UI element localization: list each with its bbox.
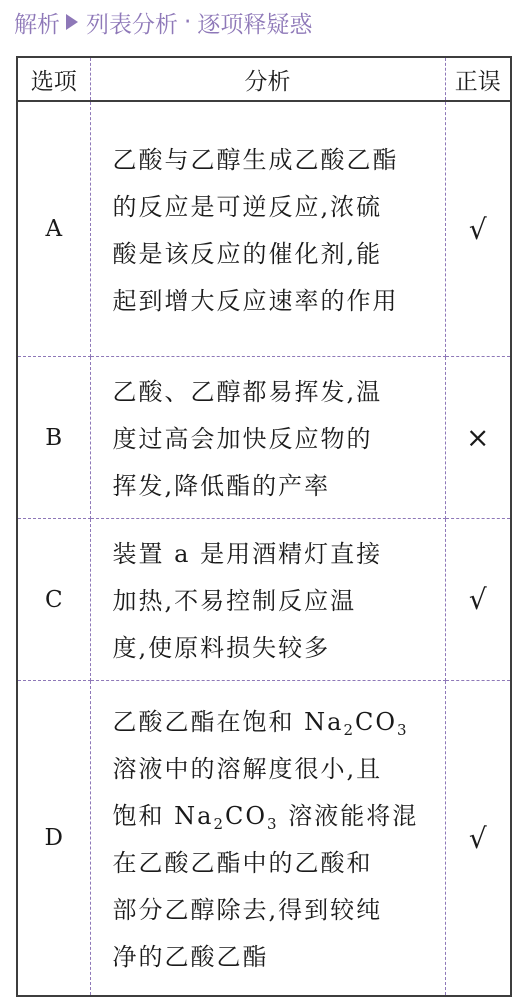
analysis-line: 在乙酸乙酯中的乙酸和 <box>112 849 373 877</box>
analysis-line: 乙酸与乙醇生成乙酸乙酯 <box>112 146 399 174</box>
header-title-part1: 列表分析 <box>86 11 178 38</box>
verdict-cell: √ <box>445 519 511 681</box>
analysis-cell <box>90 681 445 997</box>
analysis-line: 装置 a 是用酒精灯直接 <box>112 540 383 568</box>
header-title-part2: 逐项释疑惑 <box>197 11 313 38</box>
analysis-text: 溶液能将混 <box>278 802 419 830</box>
analysis-line: 部分乙醇除去,得到较纯 <box>112 896 383 924</box>
analysis-line: 度过高会加快反应物的 <box>112 425 373 453</box>
table-header-row <box>17 57 511 101</box>
analysis-cell <box>90 357 445 519</box>
table-row <box>17 101 511 357</box>
subscript: 3 <box>397 721 409 739</box>
analysis-line: 加热,不易控制反应温 <box>112 587 357 615</box>
table-row <box>17 357 511 519</box>
analysis-text: CO <box>224 802 268 830</box>
verdict-cell: × <box>445 357 511 519</box>
triangle-arrow-icon <box>66 14 78 30</box>
analysis-line: 起到增大反应速率的作用 <box>112 287 399 315</box>
subscript: 2 <box>343 721 355 739</box>
header-label: 解析 <box>14 11 60 38</box>
column-header-option: 选项 <box>17 57 90 101</box>
verdict-cell: √ <box>445 681 511 997</box>
column-header-analysis: 分析 <box>90 57 445 101</box>
table-row <box>17 519 511 681</box>
subscript: 2 <box>213 815 225 833</box>
analysis-cell <box>90 101 445 357</box>
analysis-text: 乙酸乙酯在饱和 Na <box>112 708 344 736</box>
table-row <box>17 681 511 997</box>
subscript: 3 <box>267 815 279 833</box>
verdict-cell: √ <box>445 101 511 357</box>
analysis-text: 饱和 Na <box>112 802 214 830</box>
option-cell: A <box>17 101 90 357</box>
analysis-line: 溶液中的溶解度很小,且 <box>112 755 383 783</box>
analysis-text: CO <box>354 708 398 736</box>
analysis-line: 度,使原料损失较多 <box>112 634 331 662</box>
analysis-line: 的反应是可逆反应,浓硫 <box>112 193 383 221</box>
analysis-line: 酸是该反应的催化剂,能 <box>112 240 383 268</box>
analysis-line: 乙酸、乙醇都易挥发,温 <box>112 378 383 406</box>
section-header <box>14 4 312 40</box>
option-cell: B <box>17 357 90 519</box>
analysis-line: 挥发,降低酯的产率 <box>112 472 331 500</box>
option-cell: D <box>17 681 90 997</box>
analysis-line: 净的乙酸乙酯 <box>112 943 269 971</box>
option-cell: C <box>17 519 90 681</box>
analysis-table <box>16 56 512 997</box>
column-header-verdict: 正误 <box>445 57 511 101</box>
header-title-separator: · <box>184 9 192 35</box>
analysis-cell <box>90 519 445 681</box>
